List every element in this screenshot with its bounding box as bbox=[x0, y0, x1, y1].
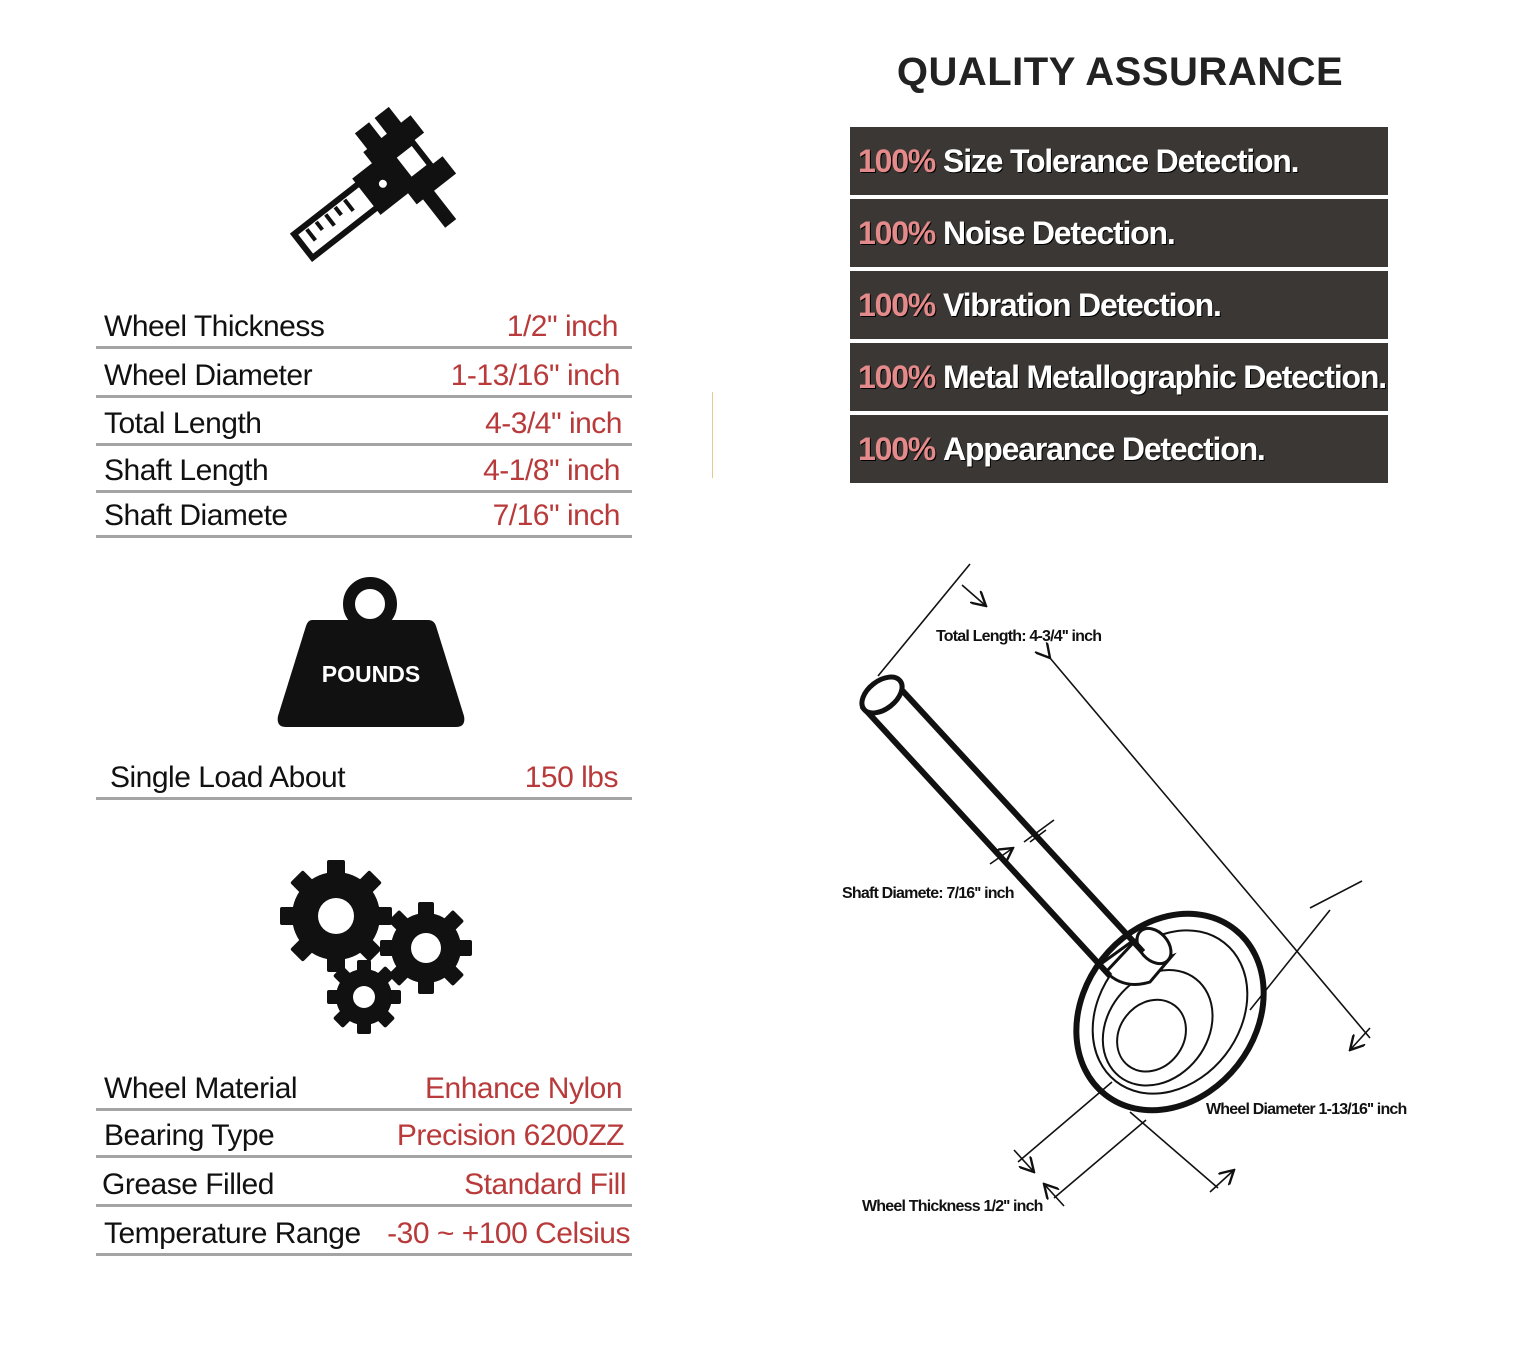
diagram-shaft-diameter-label: Shaft Diamete: 7/16'' inch bbox=[842, 885, 1014, 902]
quality-item bbox=[850, 127, 1388, 195]
dimension-specs bbox=[96, 300, 632, 538]
quality-percent: 100% bbox=[858, 214, 936, 251]
quality-item bbox=[850, 415, 1388, 483]
spec-label: Wheel Diameter bbox=[104, 359, 313, 392]
spec-label: Grease Filled bbox=[102, 1168, 274, 1201]
spec-label: Wheel Material bbox=[104, 1072, 298, 1105]
quality-text: Noise Detection. bbox=[943, 214, 1175, 251]
spec-row bbox=[96, 1207, 632, 1256]
glide-diagram bbox=[830, 555, 1430, 1235]
spec-value: 7/16" inch bbox=[492, 499, 620, 532]
spec-label: Shaft Length bbox=[104, 454, 269, 487]
quality-text: Vibration Detection. bbox=[943, 286, 1221, 323]
spec-value: 1/2" inch bbox=[506, 310, 618, 343]
diagram-total-length-label: Total Length: 4-3/4'' inch bbox=[936, 628, 1102, 645]
spec-value: 1-13/16" inch bbox=[450, 359, 620, 392]
spec-label: Single Load About bbox=[110, 761, 346, 794]
spec-label: Wheel Thickness bbox=[104, 310, 325, 343]
caliper-icon bbox=[278, 94, 468, 274]
quality-percent: 100% bbox=[858, 286, 936, 323]
spec-label: Shaft Diamete bbox=[104, 499, 288, 532]
spec-value: Standard Fill bbox=[464, 1168, 626, 1201]
spec-row bbox=[96, 349, 632, 398]
spec-row bbox=[96, 398, 632, 446]
spec-value: -30 ~ +100 Celsius bbox=[387, 1217, 630, 1250]
diagram-wheel-thickness-label: Wheel Thickness 1/2'' inch bbox=[862, 1198, 1043, 1215]
spec-value: 4-1/8" inch bbox=[483, 454, 620, 487]
gears-icon bbox=[280, 860, 476, 1036]
spec-row bbox=[96, 753, 632, 800]
weight-icon bbox=[276, 576, 466, 732]
spec-label: Bearing Type bbox=[104, 1119, 275, 1152]
material-specs bbox=[96, 1065, 632, 1256]
quality-percent: 100% bbox=[858, 358, 936, 395]
diagram-wheel-diameter-label: Wheel Diameter 1-13/16'' inch bbox=[1206, 1101, 1407, 1118]
spec-value: 4-3/4" inch bbox=[485, 407, 622, 440]
quality-text: Size Tolerance Detection. bbox=[943, 142, 1299, 179]
quality-item bbox=[850, 199, 1388, 267]
spec-row bbox=[96, 1111, 632, 1158]
quality-item bbox=[850, 271, 1388, 339]
quality-list bbox=[850, 127, 1388, 487]
quality-text: Appearance Detection. bbox=[943, 430, 1265, 467]
quality-text: Metal Metallographic Detection. bbox=[943, 358, 1386, 395]
weight-icon-label: POUNDS bbox=[321, 661, 421, 687]
spec-row bbox=[96, 493, 632, 538]
spec-row bbox=[96, 1065, 632, 1111]
quality-title: QUALITY ASSURANCE bbox=[896, 50, 1344, 94]
spec-label: Temperature Range bbox=[104, 1217, 361, 1250]
spec-row bbox=[96, 300, 632, 349]
divider bbox=[712, 392, 713, 478]
spec-label: Total Length bbox=[104, 407, 262, 440]
quality-percent: 100% bbox=[858, 142, 936, 179]
load-specs bbox=[96, 753, 632, 800]
quality-item bbox=[850, 343, 1388, 411]
spec-row bbox=[96, 1158, 632, 1207]
spec-row bbox=[96, 446, 632, 493]
quality-percent: 100% bbox=[858, 430, 936, 467]
spec-value: Precision 6200ZZ bbox=[396, 1119, 624, 1152]
spec-value: 150 lbs bbox=[524, 761, 618, 794]
spec-value: Enhance Nylon bbox=[425, 1072, 622, 1105]
